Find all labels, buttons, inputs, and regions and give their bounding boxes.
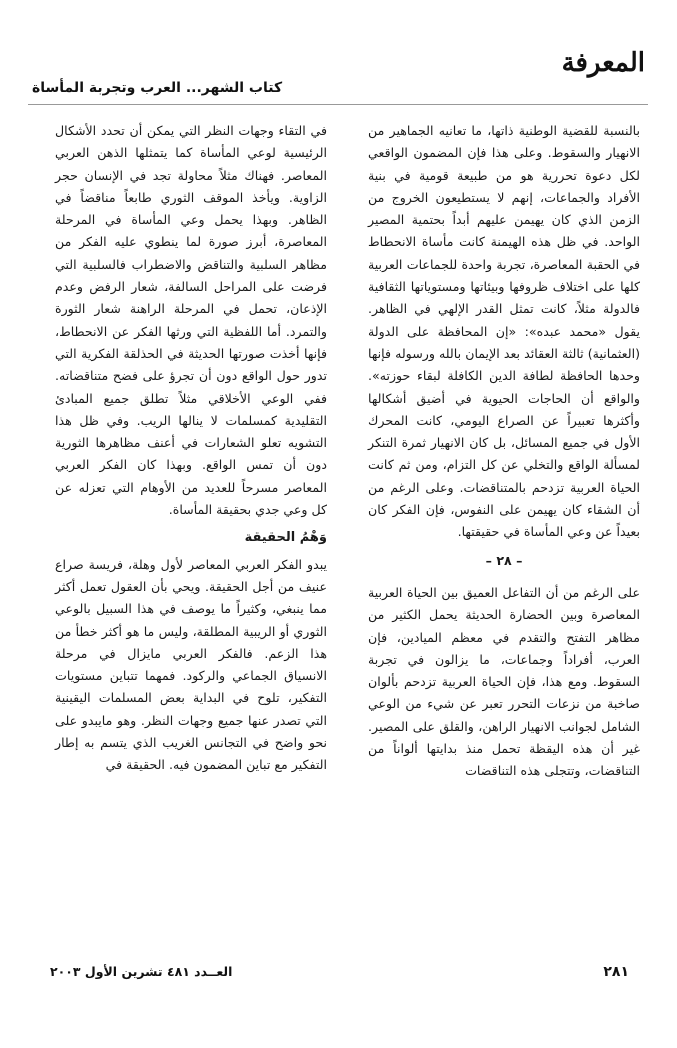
paragraph: بالنسبة للقضية الوطنية ذاتها، ما تعانيه الجماهير من الانهيار والسقوط. وعلى هذا فإن المضمون الواقعي لكل دعوة تحررية هو من طبيعة قومية في بنية الأفراد والجماعات، إنهم لا يستطيعون الخروج من الزمن الذي كان يهيمن عليهم أبداً بحتمية المصير الواحد. في ظل هذه الهيمنة كانت مأساة الانحطاط في الحقبة المعاصرة، تجربة واحدة للجماعات العربية كلها على اختلاف ظروفها وبيئاتها ومستوياتها الثقافية فالدولة مثلاً، كانت تمثل القدر الإلهي في الظاهر. يقول «محمد عبده»: «إن المحافظة على الدولة (العثمانية) ثالثة العقائد بعد الإيمان بالله ورسوله فإنها وحدها الحافظة لطافة الدين الكافلة لبقاء حوزته». والواقع أن الحاجات الحيوية في أضيق أشكالها وأكثرها تعبيراً عن الصراع اليومي، كانت المحرك الأول في جميع المسائل، بل كان الانهيار ثمرة التنكر لمسألة الواقع والتخلي عن كل التزام، ومن ثم كانت الحياة العربية تزدحم بالمتناقضات. وعلى الرغم من أن الشقاء كان يهيمن على النفوس، فإن الفكر كان بعيداً عن وعي المأساة في حقيقتها. [368, 123, 640, 540]
magazine-logo: المعرفة [561, 48, 645, 78]
page-number: ٢٨١ [603, 964, 629, 980]
left-column [55, 120, 327, 930]
section-number: – ٢٨ – [485, 552, 523, 568]
header-divider [28, 104, 648, 105]
issue-info: العــدد ٤٨١ تشرين الأول ٢٠٠٣ [50, 964, 233, 979]
paragraph: على الرغم من أن التفاعل العميق بين الحياة العربية المعاصرة وبين الحضارة الحديثة يحمل الكثير من مظاهر التفتح والتقدم في معظم الميادين، فإن العرب، أفراداً وجماعات، ما يزالون في تجربة السقوط. ومع هذا، فإن الحياة العربية تزدحم بألوان صاخبة من نزعات التحرر تعبر عن شيء من الوعي الشامل لجوانب الانهيار الراهن، والقلق على المصير. غير أن هذه اليقظة تحمل منذ بدايتها ألواناً من التناقضات، وتتجلى هذه التناقضات [368, 584, 640, 779]
section-heading: وَهْمُ الحقيقة [244, 530, 327, 546]
running-title: كتاب الشهر... العرب وتجربة المأساة [32, 80, 283, 96]
paragraph: في التقاء وجهات النظر التي يمكن أن تحدد الأشكال الرئيسية لوعي المأساة كما يتمثلها الذهن العربي المعاصر. فهناك مثلاً محاولة تجد في الإنسان حجر الزاوية. ويأخذ الموقف الثوري طابعاً مناقضاً في الظاهر. وبهذا يحمل وعي المأساة في المرحلة المعاصرة، أبرز صورة لما ينطوي عليه الفكر من مظاهر السلبية والتناقض والاضطراب فالسلبية التي فرضت على المراحل السالفة، شعار الرفض وعدم الإذعان، تحمل في المرحلة الراهنة شعار الثورة والتمرد. أما اللفظية التي ورثها الفكر عن الانحطاط، فإنها أخذت صورتها الحديثة في الحذلقة الفكرية التي تدور حول الواقع دون أن تجرؤ على فضح متناقضاته. ففي الوعي الأخلاقي مثلاً تطلق جميع المبادئ التقليدية كمسلمات لا ينالها الريب. وفي ظل هذا التشويه تعلو الشعارات في أعنف مظاهرها الثورية دون أن تمس الواقع. وبهذا كان الفكر العربي المعاصر مسرحاً للعديد من الأوهام التي تعزله عن كل وعي جدي بحقيقة المأساة. [55, 123, 327, 518]
right-column [368, 120, 640, 930]
paragraph: يبدو الفكر العربي المعاصر لأول وهلة، فريسة صراع عنيف من أجل الحقيقة. ويحي بأن العقول تعمل أكثر مما ينبغي، وكثيراً ما يوصف في هذا السبيل بالوعي الثوري أو الريبية المطلقة، وليس ما هو أكثر خطأ من هذا الزعم. فالفكر العربي مايزال في مرحلة الانسياق الجماعي والركود. فمهما تتباين مستويات التفكير، تلوح في البداية بعض المسلمات اليقينية التي تصدر عنها جميع وجهات النظر. وهو مايبدو على نحو واضح في التجانس الغريب الذي يتسم به إطار التفكير مع تباين المضمون فيه. الحقيقة في [55, 556, 327, 773]
